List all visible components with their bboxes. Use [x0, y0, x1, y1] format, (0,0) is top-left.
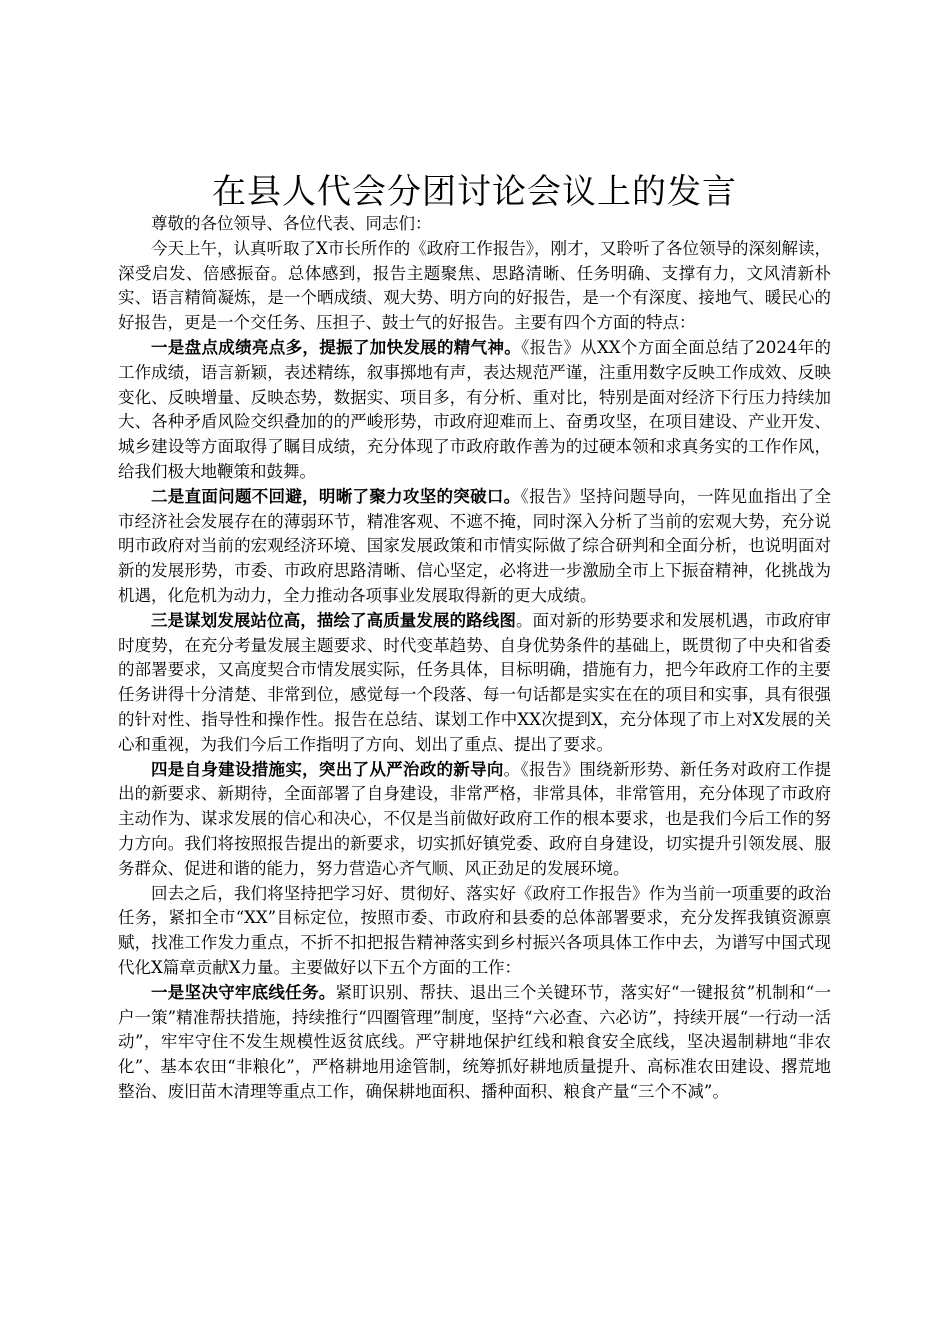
document-body [118, 172, 831, 1105]
paragraph-lead: 二是直面问题不回避，明晰了聚力攻坚的突破口。 [151, 486, 521, 506]
paragraph-text: 回去之后，我们将坚持把学习好、贯彻好、落实好《政府工作报告》作为当前一项重要的政治任务，紧扣全市“XX”目标定位，按照市委、市政府和县委的总体部署要求，充分发挥我镇资源禀赋，找准工作发力重点，不折不扣把报告精神落实到乡村振兴各项具体工作中去，为谱写中国式现代化X篇章贡献X力量。主要做好以下五个方面的工作： [118, 883, 831, 977]
paragraph-text: 《报告》坚持问题导向，一阵见血指出了全市经济社会发展存在的薄弱环节，精准客观、不遮不掩，同时深入分析了当前的宏观大势，充分说明市政府对当前的宏观经济环境、国家发展政策和市情实际做了综合研判和全面分析，也说明面对新的发展形势，市委、市政府思路清晰、信心坚定，必将进一步激励全市上下振奋精神，化挑战为机遇，化危机为动力，全力推动各项事业发展取得新的更大成绩。 [118, 486, 832, 605]
paragraph-feature-1 [118, 336, 831, 485]
paragraph-task-1 [118, 981, 831, 1105]
paragraph-feature-3 [118, 609, 831, 758]
paragraph-text: 《报告》从XX个方面全面总结了2024年的工作成绩，语言新颖，表述精练，叙事掷地有声，表达规范严谨，注重用数字反映工作成效、反映变化、反映增量、反映态势，数据实、项目多，有分析、重对比，特别是面对经济下行压力持续加大、各种矛盾风险交织叠加的的严峻形势，市政府迎难而上、奋勇攻坚，在项目建设、产业开发、城乡建设等方面取得了瞩目成绩，充分体现了市政府敢作善为的过硬本领和求真务实的工作作风，给我们极大地鞭策和鼓舞。 [118, 337, 832, 481]
paragraph-feature-4 [118, 758, 831, 882]
paragraph-feature-2 [118, 485, 831, 609]
paragraph-text: 今天上午，认真听取了X市长所作的《政府工作报告》，刚才，又聆听了各位领导的深刻解读，深受启发、倍感振奋。总体感到，报告主题聚焦、思路清晰、任务明确、支撑有力，文风清新朴实、语言精简凝炼，是一个晒成绩、观大势、明方向的好报告，是一个有深度、接地气、暖民心的好报告，更是一个交任务、压担子、鼓士气的好报告。主要有四个方面的特点： [118, 238, 831, 333]
paragraph-intro [118, 237, 831, 336]
document-title: 在县人代会分团讨论会议上的发言 [212, 172, 737, 212]
paragraph-text: 紧盯识别、帮扶、退出三个关键环节，落实好“一键报贫”机制和“一户一策”精准帮扶措施，持续推行“四圈管理”制度，坚持“六必查、六必访”，持续开展“一行动一活动”，牢牢守住不发生规模性返贫底线。严守耕地保护红线和粮食安全底线，坚决遏制耕地“非农化”、基本农田“非粮化”，严格耕地用途管制，统筹抓好耕地质量提升、高标准农田建设、撂荒地整治、废旧苗木清理等重点工作，确保耕地面积、播种面积、粮食产量“三个不减”。 [118, 982, 832, 1101]
paragraph-lead: 一是盘点成绩亮点多，提振了加快发展的精气神。 [151, 337, 522, 357]
paragraph-text: 。面对新的形势要求和发展机遇，市政府审时度势，在充分考量发展主题要求、时代变革趋势、自身优势条件的基础上，既贯彻了中央和省委的部署要求，又高度契合市情发展实际，任务具体，目标明确，措施有力，把今年政府工作的主要任务讲得十分清楚、非常到位，感觉每一个段落、每一句话都是实实在在的项目和实事，具有很强的针对性、指导性和操作性。报告在总结、谋划工作中XX次提到X，充分体现了市上对X发展的关心和重视，为我们今后工作指明了方向、划出了重点、提出了要求。 [118, 610, 832, 754]
paragraph-text: 。《报告》围绕新形势、新任务对政府工作提出的新要求、新期待，全面部署了自身建设，非常严格，非常具体，非常管用，充分体现了市政府主动作为、谋求发展的信心和决心，不仅是当前做好政府工作的根本要求，也是我们今后工作的努力方向。我们将按照报告提出的新要求，切实抓好镇党委、政府自身建设，切实提升引领发展、服务群众、促进和谐的能力，努力营造心齐气顺、风正劲足的发展环境。 [118, 759, 832, 878]
paragraph-lead: 三是谋划发展站位高，描绘了高质量发展的路线图 [151, 610, 516, 630]
paragraph-lead: 四是自身建设措施实，突出了从严治政的新导向 [151, 759, 504, 779]
paragraph-follow-up [118, 882, 831, 981]
salutation: 尊敬的各位领导、各位代表、同志们： [151, 214, 432, 233]
paragraph-lead: 一是坚决守牢底线任务。 [151, 982, 336, 1002]
